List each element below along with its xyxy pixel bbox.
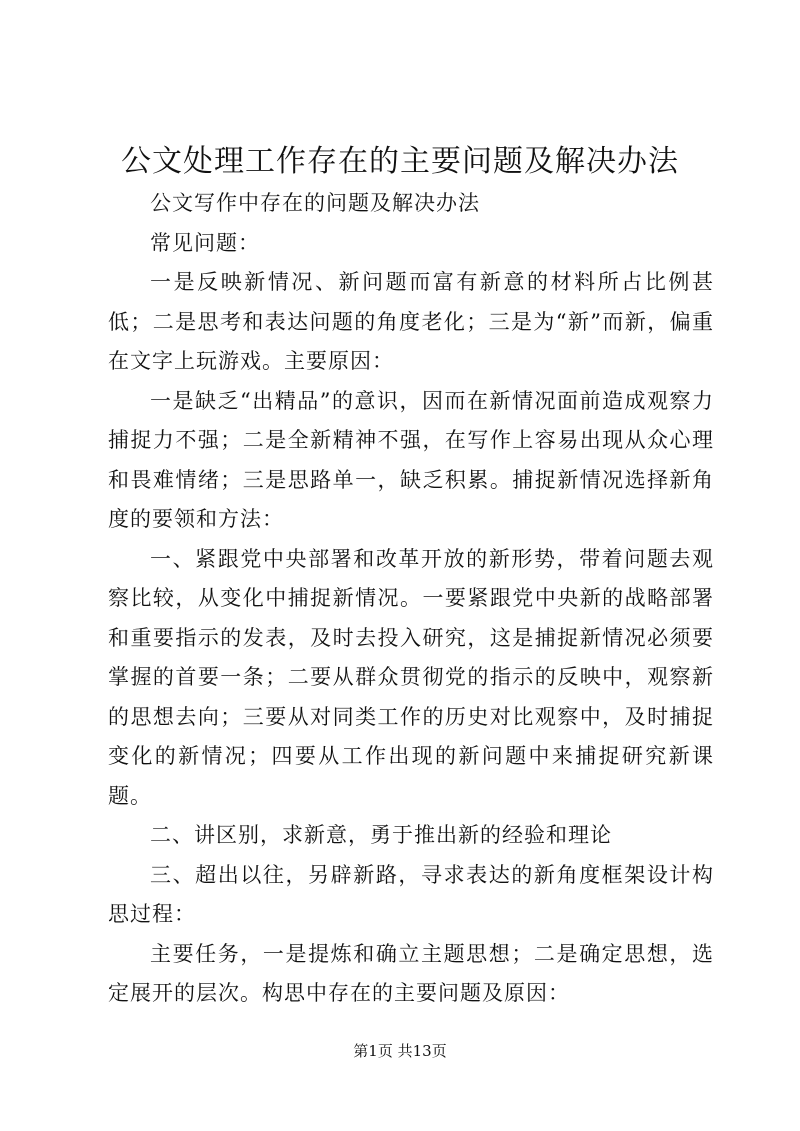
- paragraph: 一是反映新情况、新问题而富有新意的材料所占比例甚低；二是思考和表达问题的角度老化；三是为“新”而新，偏重在文字上玩游戏。主要原因：: [108, 270, 714, 373]
- paragraph: 一是缺乏“出精品”的意识，因而在新情况面前造成观察力捕捉力不强；二是全新精神不强，在写作上容易出现从众心理和畏难情绪；三是思路单一，缺乏积累。捕捉新情况选择新角度的要领和方法：: [108, 388, 714, 531]
- paragraph: 常见问题：: [150, 230, 260, 255]
- document-title: 公文处理工作存在的主要问题及解决办法: [121, 144, 679, 179]
- document-body: [108, 184, 714, 1014]
- paragraph: 三、超出以往，另辟新路，寻求表达的新角度框架设计构思过程：: [108, 862, 714, 926]
- page-number-footer: 第1页 共13页: [353, 1042, 447, 1060]
- paragraph: 一、紧跟党中央部署和改革开放的新形势，带着问题去观察比较，从变化中捕捉新情况。一要紧跟党中央新的战略部署和重要指示的发表，及时去投入研究，这是捕捉新情况必须要掌握的首要一条；二要从群众贯彻党的指示的反映中，观察新的思想去向；三要从对同类工作的历史对比观察中，及时捕捉变化的新情况；四要从工作出现的新问题中来捕捉研究新课题。: [108, 546, 714, 808]
- paragraph: 主要任务，一是提炼和确立主题思想；二是确定思想，选定展开的层次。构思中存在的主要问题及原因：: [108, 941, 714, 1005]
- paragraph: 公文写作中存在的问题及解决办法: [150, 191, 480, 215]
- paragraph: 二、讲区别，求新意，勇于推出新的经验和理论: [150, 823, 612, 847]
